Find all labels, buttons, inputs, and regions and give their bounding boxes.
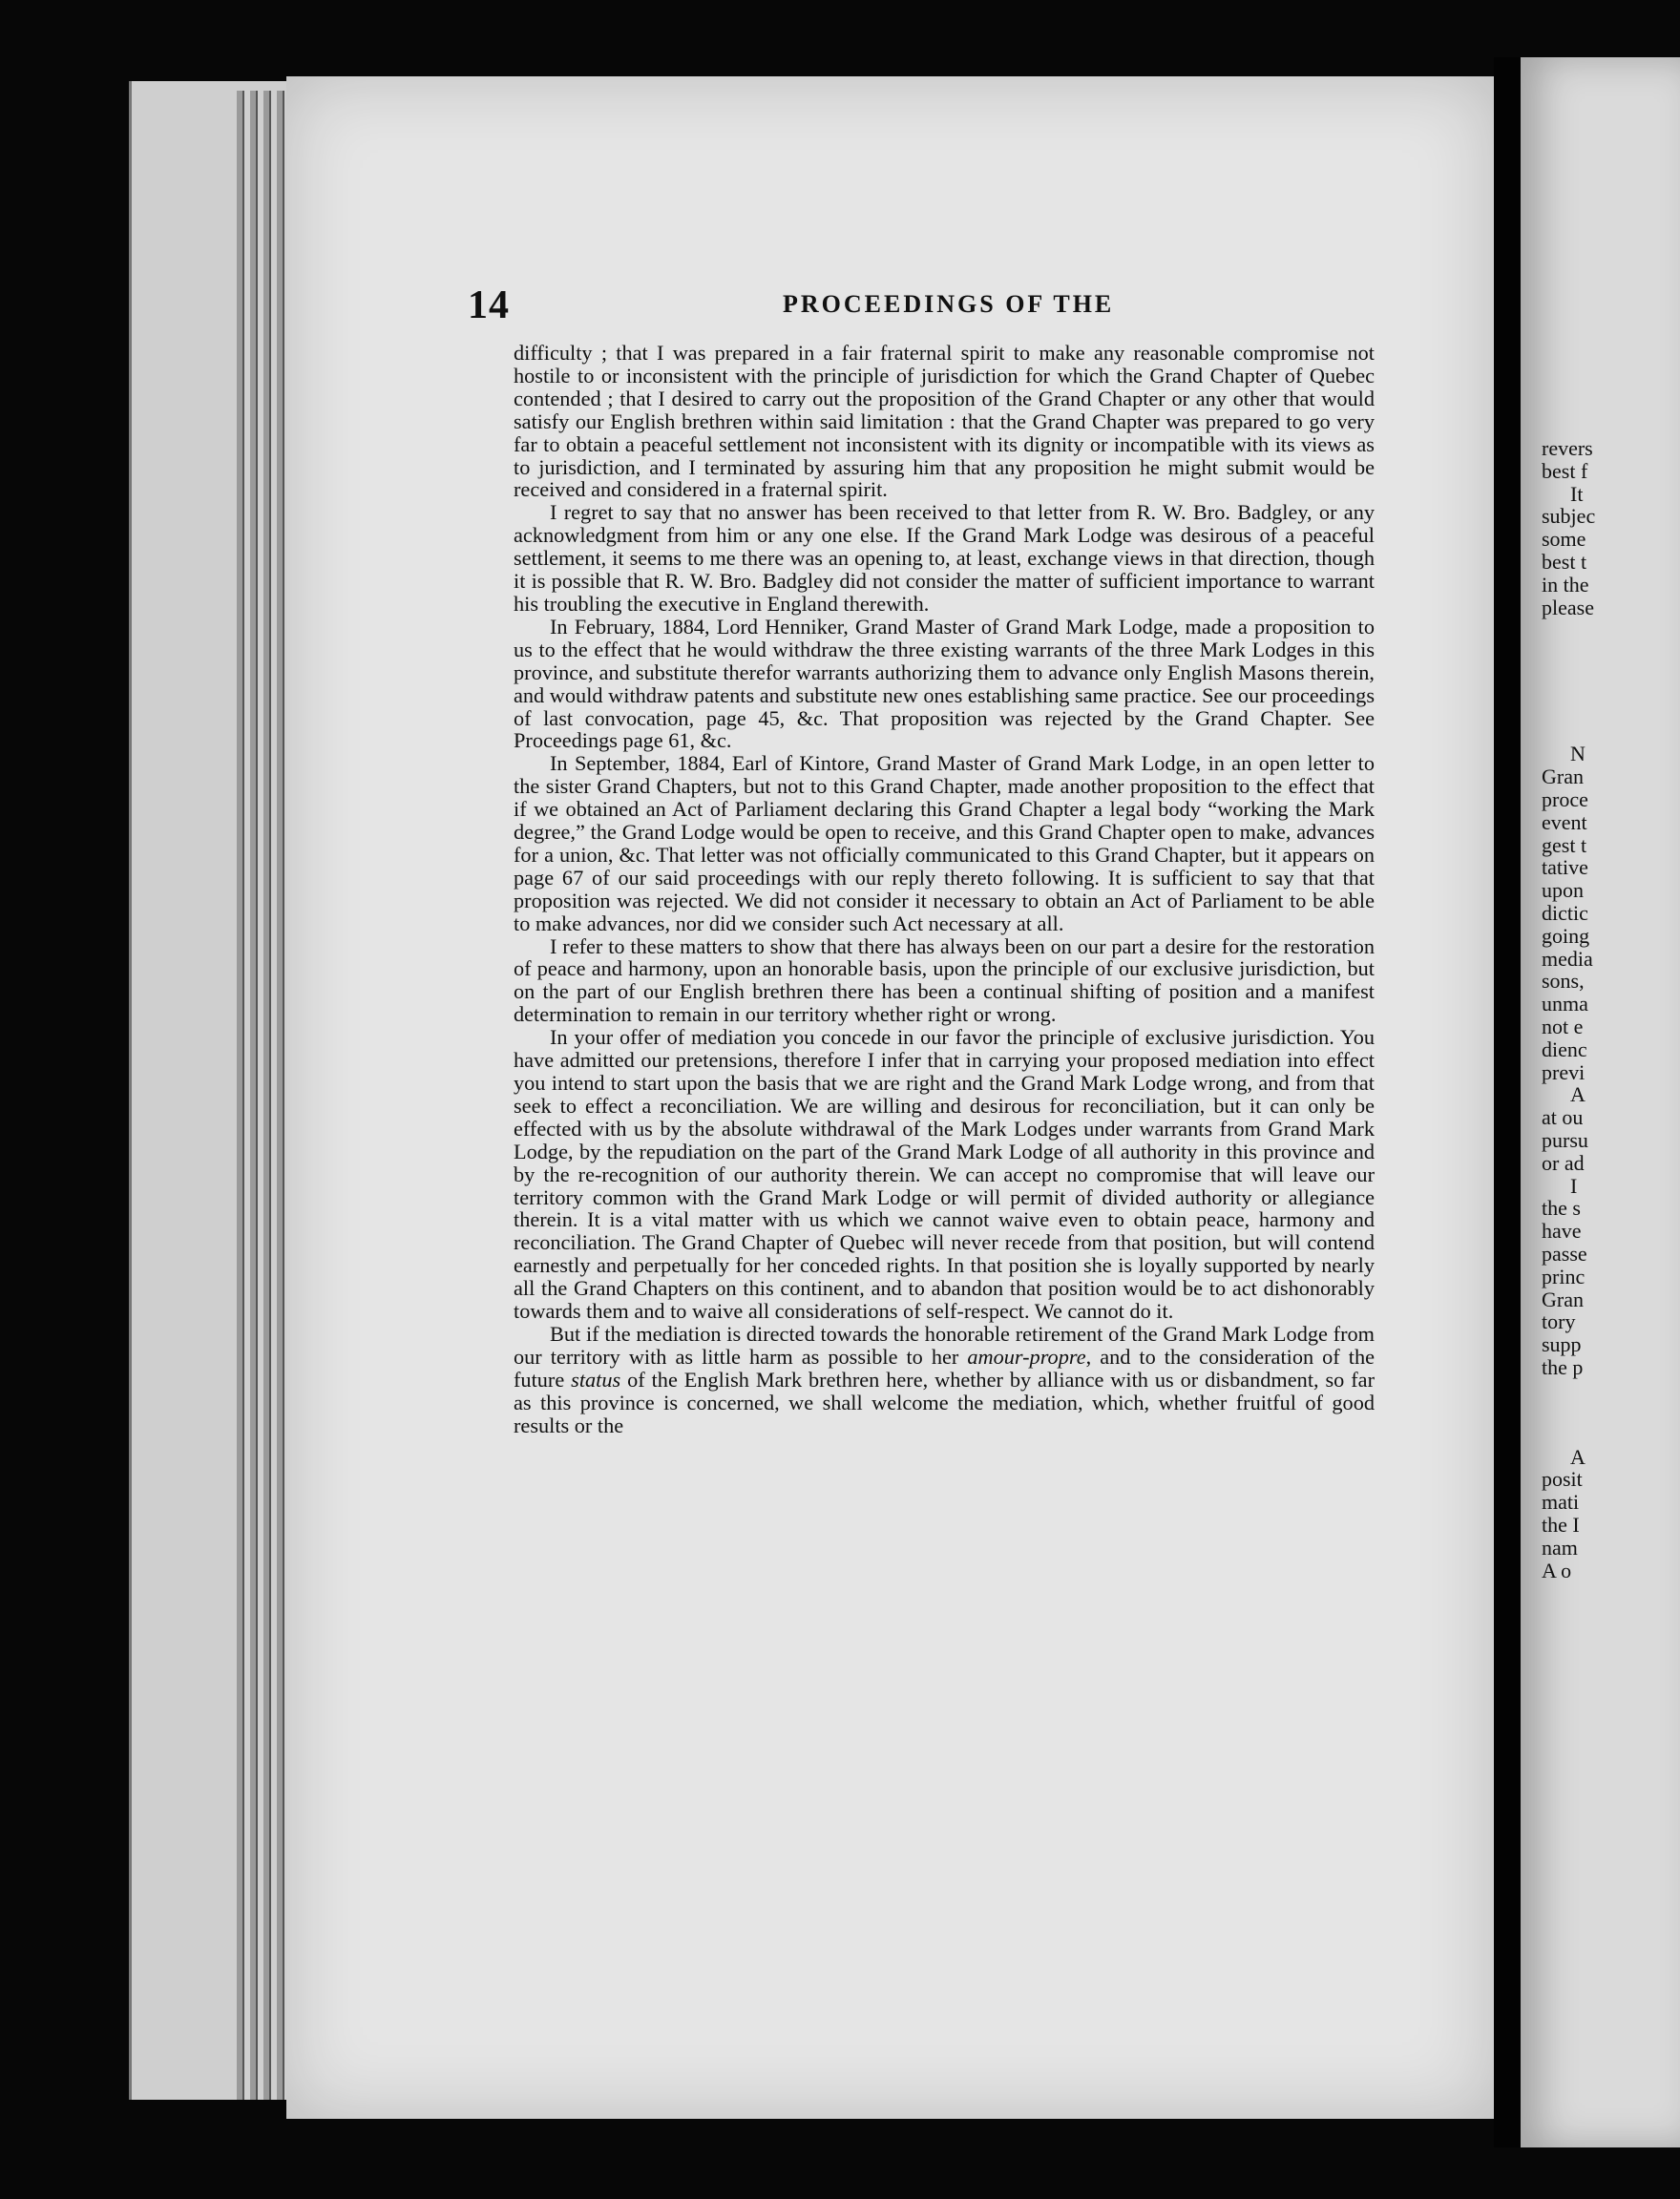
paragraph: I regret to say that no answer has been received to that letter from R. W. Bro. Badgley, or any acknowledgment from him or any one else. If the Grand Mark Lodge was desirous of a peaceful settlement, it seems to me there was an opening to, at least, exchange views in that direction, though it is possible that R. W. Bro. Badgley did not consider the matter of sufficient importance to warrant his troubling the executive in England therewith. (514, 500, 1375, 616)
facing-line: upon (1542, 878, 1584, 903)
facing-page (1521, 57, 1680, 2147)
facing-line: at ou (1542, 1105, 1584, 1130)
facing-line: unma (1542, 992, 1588, 1016)
facing-line: princ (1542, 1264, 1586, 1288)
facing-line: the s (1542, 1196, 1581, 1221)
book-gutter (1494, 57, 1521, 2147)
facing-line: A o (1542, 1558, 1572, 1582)
text-run: , and to the consideration of the future (514, 1344, 1375, 1392)
paragraph: In your offer of mediation you concede in our favor the principle of exclusive jurisdiction. You have admitted our pretensions, therefore I infer that in carrying your proposed mediation into effect you intend to start upon the basis that we are right and the Grand Mark Lodge wrong, and from that seek to effect a reconciliation. We are willing and desirous for reconciliation, but it can only be effected with us by the absolute withdrawal of the Mark Lodges under warrants from Grand Mark Lodge, by the repudiation on the part of the Grand Mark Lodge of all authority in this province and by the re-recognition of our authority therein. We can accept no compromise that will leave our territory common with the Grand Mark Lodge or will permit of divided authority or allegiance therein. It is a vital matter with us which we cannot waive even to obtain peace, harmony and reconciliation. The Grand Chapter of Quebec will never recede from that position, but will contend earnestly and perpetually for her conceded rights. In that position she is loyally supported by nearly all the Grand Chapters on this continent, and to abandon that position would be to act dishonorably towards them and to waive all considerations of self-respect. We cannot do it. (514, 1025, 1375, 1324)
italic-term: amour-propre (967, 1344, 1086, 1369)
facing-line: have (1542, 1219, 1582, 1244)
paragraph: difficulty ; that I was prepared in a fair fraternal spirit to make any reasonable compromise not hostile to or inconsistent with the principle of jurisdiction for which the Grand Chapter of Quebec contended ; that I desired to carry out the proposition of the Grand Chapter or any other that would satisfy our English brethren within said limitation : that the Grand Chapter was prepared to go very far to obtain a peaceful settlement not inconsistent with its dignity or incompatible with its views as to jurisdiction, and I terminated by assuring him that any proposition he might submit would be received and considered in a fraternal spirit. (514, 342, 1375, 502)
page-edge (263, 91, 271, 2100)
paragraph: I refer to these matters to show that there has always been on our part a desire for the restoration of peace and harmony, upon an honorable basis, upon the principle of our exclusive jurisdiction, but on the part of our English brethren there has been a continual shifting of position and a manifest determination to remain in our territory whether right or wrong. (514, 933, 1375, 1027)
facing-line: supp (1542, 1332, 1582, 1357)
facing-line: tative (1542, 855, 1588, 880)
facing-gap (1542, 1379, 1680, 1446)
facing-line: It (1570, 481, 1584, 506)
page-number: 14 (468, 283, 510, 327)
paragraph (514, 1323, 1375, 1437)
page-edge (237, 91, 244, 2100)
body-text (514, 342, 1375, 1802)
facing-gap (1542, 618, 1680, 743)
facing-line: please (1542, 595, 1594, 619)
facing-line: N (1570, 742, 1586, 766)
facing-line: Gran (1542, 1287, 1584, 1311)
facing-line: event (1542, 809, 1587, 834)
italic-term: status (571, 1367, 621, 1392)
facing-line: nam (1542, 1535, 1578, 1560)
paragraph: In February, 1884, Lord Henniker, Grand Master of Grand Mark Lodge, made a proposition to us to the effect that he would withdraw the three existing warrants of the three Mark Lodges in this province, and substitute therefor warrants authorizing them to advance only English Masons therein, and would withdraw patents and substitute new ones establishing same practice. See our proceedings of last convocation, page 45, &c. That proposition was rejected by the Grand Chapter. See Proceedings page 61, &c. (514, 614, 1375, 753)
facing-line: posit (1542, 1467, 1583, 1492)
text-run: of the English Mark brethren here, whether by alliance with us or disbandment, so far as this province is concerned, we shall welcome the mediation, which, whether fruitful of good results or the (514, 1367, 1375, 1437)
facing-line: going (1542, 923, 1590, 948)
facing-line: proce (1542, 786, 1588, 811)
facing-line: the I (1542, 1513, 1580, 1538)
page-edge (250, 91, 258, 2100)
facing-line: mati (1542, 1490, 1580, 1515)
facing-line: gest t (1542, 832, 1587, 857)
text-run: But if the mediation is directed towards the honorable retirement of the Grand Mark Lodge from our territory with as little harm as possible to her (514, 1321, 1375, 1369)
facing-line: subjec (1542, 504, 1596, 529)
facing-line: dictic (1542, 900, 1588, 925)
paragraph: In September, 1884, Earl of Kintore, Grand Master of Grand Mark Lodge, in an open letter to the sister Grand Chapters, but not to this Grand Chapter, made another proposition to the effect that if we obtained an Act of Parliament declaring this Grand Chapter a legal body “working the Mark degree,” the Grand Lodge would be open to receive, and this Grand Chapter open to make, advances for a union, &c. That letter was not officially communicated to this Grand Chapter, but it appears on page 67 of our said proceedings with our reply thereto following. It is sufficient to say that that proposition was rejected. We did not consider it necessary to obtain an Act of Parliament to be able to make advances, nor did we consider such Act necessary at all. (514, 751, 1375, 935)
facing-line: the p (1542, 1354, 1584, 1379)
facing-line: sons, (1542, 969, 1585, 994)
facing-line: A (1570, 1082, 1586, 1107)
facing-line: I (1570, 1173, 1578, 1198)
facing-line: revers (1542, 436, 1593, 460)
facing-line: or ad (1542, 1150, 1585, 1175)
facing-line: Gran (1542, 764, 1584, 789)
running-head: PROCEEDINGS OF THE (783, 290, 1115, 318)
facing-line: pursu (1542, 1127, 1588, 1152)
page-edge (277, 91, 284, 2100)
facing-line: passe (1542, 1241, 1587, 1266)
facing-line: best f (1542, 458, 1588, 483)
facing-line: in the (1542, 572, 1589, 597)
facing-line: some (1542, 527, 1586, 552)
facing-line: best t (1542, 549, 1587, 574)
facing-line: previ (1542, 1059, 1586, 1084)
facing-line: dienc (1542, 1037, 1587, 1061)
facing-line: A (1570, 1444, 1586, 1469)
facing-line: media (1542, 946, 1593, 971)
facing-line: not e (1542, 1014, 1584, 1038)
page-header (468, 283, 1346, 325)
facing-page-text (1542, 437, 1680, 1581)
facing-line: tory (1542, 1309, 1576, 1334)
